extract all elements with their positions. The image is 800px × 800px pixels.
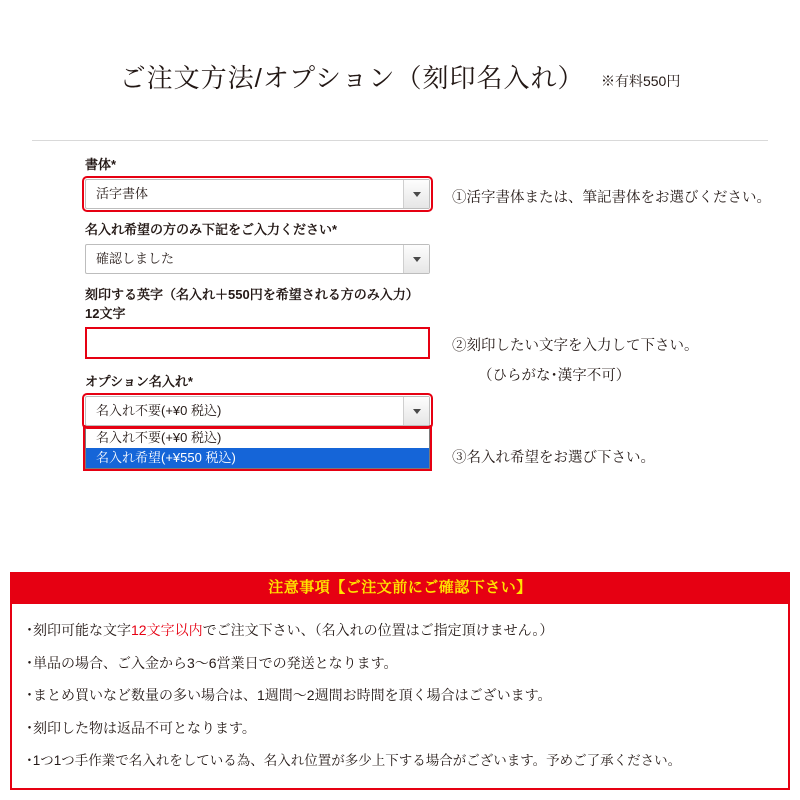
page-title: ご注文方法/オプション（刻印名入れ） (119, 63, 585, 93)
page-title-note: ※有料550円 (600, 72, 681, 89)
engrave-text-label: 刻印する英字（名入れ＋550円を希望される方のみ入力）12文字 (85, 286, 419, 321)
annotation-3: ③名入れ希望をお選び下さい。 (452, 450, 655, 466)
notice-line-0-em: 12文字以内 (131, 622, 203, 638)
notice-line-0-pre: ･刻印可能な文字 (26, 622, 131, 638)
notice-line-4: ･1つ1つ手作業で名入れをしている為、名入れ位置が多少上下する場合がございます。予めご了承ください。 (26, 752, 682, 768)
chevron-down-icon[interactable] (403, 245, 429, 273)
option-name-label: オプション名入れ* (85, 374, 193, 390)
font-style-value: 活字書体 (96, 185, 149, 201)
confirm-value: 確認しました (96, 250, 175, 266)
chevron-down-icon[interactable] (403, 180, 429, 208)
font-style-label: 書体* (85, 157, 117, 172)
confirm-label: 名入れ希望の方のみ下記をご入力ください* (85, 221, 338, 237)
chevron-down-icon[interactable] (403, 397, 429, 425)
notice-line-2: ･まとめ買いなど数量の多い場合は、1週間〜2週間お時間を頂く場合はございます。 (26, 687, 552, 704)
annotation-2-sub: （ひらがな･漢字不可） (478, 368, 631, 384)
dropdown-option-0[interactable]: 名入れ不要(+¥0 税込) (96, 430, 222, 446)
notice-body (10, 604, 790, 790)
confirm-select[interactable] (85, 244, 430, 274)
option-name-value: 名入れ不要(+¥0 税込) (96, 403, 222, 419)
notice-heading: 注意事項【ご注文前にご確認下さい】 (10, 572, 790, 604)
option-name-dropdown-list[interactable] (85, 427, 430, 469)
option-name-select[interactable] (85, 396, 430, 426)
notice-block (10, 572, 790, 790)
dropdown-option-1[interactable]: 名入れ希望(+¥550 税込) (86, 448, 429, 468)
order-option-form (85, 156, 430, 469)
engrave-text-input[interactable] (85, 327, 430, 359)
notice-line-0-post: でご注文下さい、（名入れの位置はご指定頂けません。） (202, 622, 554, 638)
font-style-select[interactable] (85, 179, 430, 209)
notice-line-1: ･単品の場合、ご入金から3〜6営業日での発送となります。 (26, 654, 398, 671)
notice-line-3: ･刻印した物は返品不可となります。 (26, 720, 256, 737)
notice-line-0 (26, 620, 774, 642)
annotation-1: ①活字書体または、筆記書体をお選びください。 (452, 190, 771, 206)
annotation-2: ②刻印したい文字を入力して下さい。 (452, 338, 699, 354)
header-divider (32, 140, 768, 141)
page-header (0, 58, 800, 95)
